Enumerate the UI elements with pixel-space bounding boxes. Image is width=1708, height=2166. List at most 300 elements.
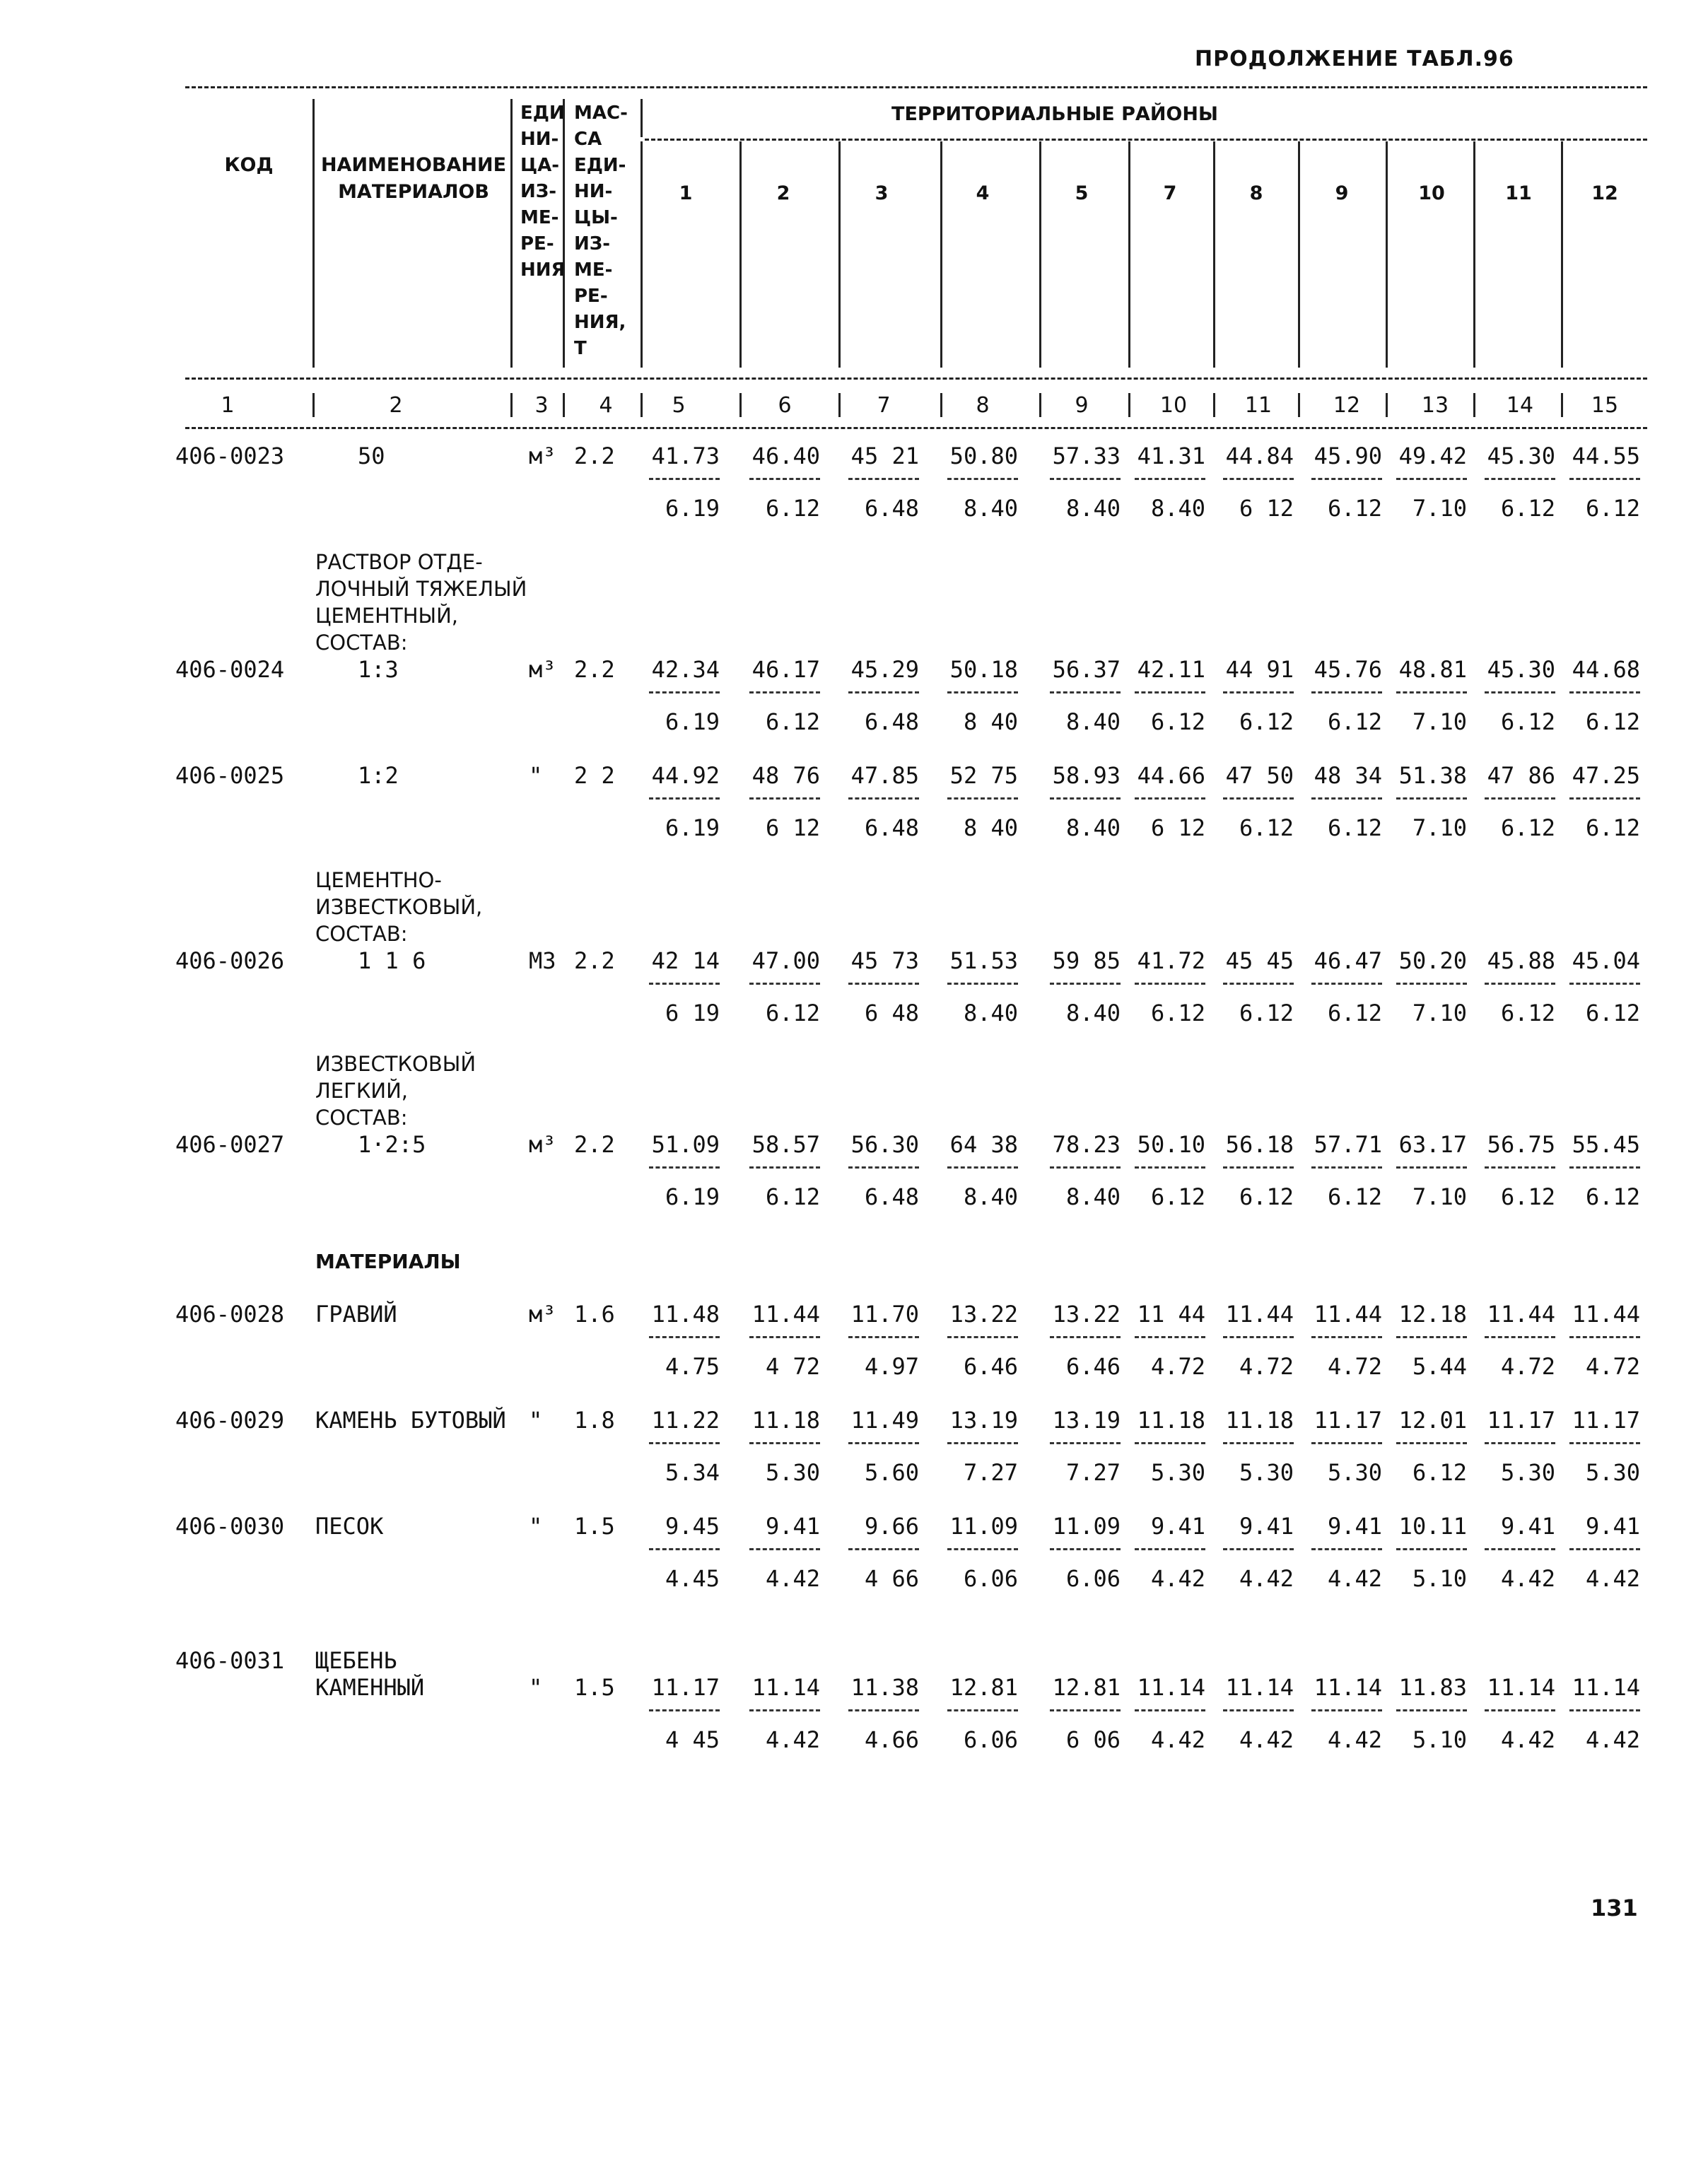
fraction-line	[1311, 797, 1382, 800]
price-transport: 6.48	[864, 708, 919, 735]
fraction-line	[1396, 691, 1467, 693]
price-total: 49.42	[1398, 443, 1467, 469]
rule-top	[185, 86, 1647, 88]
header-district-10: 10	[1418, 182, 1445, 204]
price-transport: 6.12	[1150, 708, 1205, 735]
column-number: 10	[1159, 393, 1188, 418]
fraction-line	[1485, 1442, 1555, 1444]
price-total: 50.10	[1137, 1131, 1205, 1158]
fraction-line	[1050, 1709, 1121, 1711]
fraction-line	[848, 1336, 919, 1338]
material-mass: 2.2	[574, 656, 615, 683]
price-transport: 7.10	[1412, 495, 1467, 522]
fraction-line	[848, 797, 919, 800]
price-transport: 8.40	[963, 495, 1018, 522]
header-name-line1: НАИМЕНОВАНИЕ	[320, 154, 507, 176]
header-divider	[1213, 141, 1215, 368]
material-mass: 2 2	[574, 762, 615, 789]
column-number: 13	[1421, 393, 1449, 418]
price-total: 45.90	[1314, 443, 1382, 469]
fraction-line	[1135, 478, 1205, 480]
price-total: 47.00	[751, 947, 820, 974]
column-number: 2	[389, 393, 403, 418]
fraction-line	[848, 1442, 919, 1444]
fraction-line	[848, 1548, 919, 1550]
fraction-line	[1135, 1442, 1205, 1444]
price-transport: 4 45	[665, 1726, 720, 1753]
material-code: 406-0024	[175, 656, 285, 683]
price-total: 56.18	[1225, 1131, 1294, 1158]
price-total: 12.81	[949, 1674, 1018, 1701]
price-total: 11.44	[1314, 1301, 1382, 1328]
material-unit: "	[529, 762, 543, 789]
fraction-line	[1311, 1709, 1382, 1711]
price-total: 45.30	[1487, 656, 1555, 683]
fraction-line	[1311, 1166, 1382, 1169]
price-total: 46.40	[751, 443, 820, 469]
header-mass-line: ЦЫ-	[574, 207, 618, 228]
header-mass-line: ИЗ-	[574, 233, 611, 254]
fraction-line	[1569, 691, 1640, 693]
material-name: ГРАВИЙ	[315, 1301, 397, 1328]
material-mass: 1.5	[574, 1513, 615, 1540]
price-total: 45.29	[850, 656, 919, 683]
material-name: ПЕСОК	[315, 1513, 384, 1540]
fraction-line	[1050, 478, 1121, 480]
material-mass: 1.6	[574, 1301, 615, 1328]
price-total: 47.25	[1572, 762, 1640, 789]
price-total: 42.11	[1137, 656, 1205, 683]
price-transport: 7.10	[1412, 1000, 1467, 1026]
price-transport: 4.42	[1500, 1726, 1555, 1753]
price-transport: 6.48	[864, 1183, 919, 1210]
fraction-line	[848, 983, 919, 985]
header-divider	[640, 99, 643, 137]
fraction-line	[1396, 1709, 1467, 1711]
fraction-line	[1485, 1336, 1555, 1338]
fraction-line	[1311, 1336, 1382, 1338]
material-unit: м³	[529, 656, 556, 683]
fraction-line	[1396, 1548, 1467, 1550]
price-transport: 5.30	[1585, 1459, 1640, 1486]
colnum-divider	[1473, 393, 1475, 417]
material-unit: м³	[529, 1131, 556, 1158]
header-unit	[520, 100, 566, 283]
header-unit-line: НИЯ	[520, 259, 566, 281]
colnum-divider	[1128, 393, 1130, 417]
header-district-12: 12	[1591, 182, 1618, 204]
fraction-line	[1396, 478, 1467, 480]
group-heading-line: СОСТАВ:	[315, 631, 408, 655]
fraction-line	[1569, 797, 1640, 800]
fraction-line	[1569, 478, 1640, 480]
header-unit-line: МЕ-	[520, 207, 559, 228]
price-total: 44.84	[1225, 443, 1294, 469]
price-total: 11.44	[1225, 1301, 1294, 1328]
fraction-line	[947, 797, 1018, 800]
fraction-line	[947, 478, 1018, 480]
price-transport: 6.06	[1065, 1565, 1121, 1592]
price-transport: 7.10	[1412, 1183, 1467, 1210]
header-mass-line: МЕ-	[574, 259, 613, 281]
fraction-line	[1311, 691, 1382, 693]
price-total: 56.75	[1487, 1131, 1555, 1158]
column-number: 8	[976, 393, 990, 418]
fraction-line	[848, 691, 919, 693]
fraction-line	[947, 691, 1018, 693]
fraction-line	[947, 1442, 1018, 1444]
price-total: 41.73	[651, 443, 720, 469]
header-district-9: 9	[1335, 182, 1349, 204]
fraction-line	[1223, 797, 1294, 800]
price-transport: 6.12	[1150, 1000, 1205, 1026]
price-transport: 4 66	[864, 1565, 919, 1592]
rule-districts	[645, 139, 1647, 141]
price-total: 48 76	[751, 762, 820, 789]
fraction-line	[1050, 983, 1121, 985]
price-transport: 6 19	[665, 1000, 720, 1026]
material-mass: 2.2	[574, 1131, 615, 1158]
price-transport: 6.12	[1150, 1183, 1205, 1210]
price-transport: 7.10	[1412, 708, 1467, 735]
fraction-line	[649, 1336, 720, 1338]
material-mass: 2.2	[574, 947, 615, 974]
price-total: 78.23	[1052, 1131, 1121, 1158]
price-total: 47.85	[850, 762, 919, 789]
header-district-11: 11	[1505, 182, 1532, 204]
price-total: 11.09	[1052, 1513, 1121, 1540]
price-total: 47 50	[1225, 762, 1294, 789]
fraction-line	[1569, 983, 1640, 985]
price-total: 9.66	[864, 1513, 919, 1540]
price-total: 11.17	[1314, 1407, 1382, 1434]
header-name-line2: МАТЕРИАЛОВ	[338, 181, 489, 203]
price-total: 9.41	[1500, 1513, 1555, 1540]
price-transport: 8.40	[1065, 708, 1121, 735]
header-divider	[1298, 141, 1300, 368]
header-unit-line: НИ-	[520, 129, 559, 150]
price-transport: 4 72	[765, 1353, 820, 1380]
price-total: 11.18	[751, 1407, 820, 1434]
fraction-line	[749, 983, 820, 985]
price-total: 51.38	[1398, 762, 1467, 789]
price-transport: 5.60	[864, 1459, 919, 1486]
price-transport: 8.40	[1065, 495, 1121, 522]
colnum-divider	[838, 393, 841, 417]
price-total: 56.37	[1052, 656, 1121, 683]
header-divider	[1039, 141, 1041, 368]
fraction-line	[1223, 478, 1294, 480]
material-unit: "	[529, 1407, 543, 1434]
price-transport: 6.12	[1500, 1183, 1555, 1210]
material-mass: 1.8	[574, 1407, 615, 1434]
price-total: 11.14	[1137, 1674, 1205, 1701]
price-total: 11.14	[751, 1674, 820, 1701]
fraction-line	[947, 1166, 1018, 1169]
price-transport: 4.72	[1500, 1353, 1555, 1380]
fraction-line	[649, 1442, 720, 1444]
price-transport: 4.72	[1150, 1353, 1205, 1380]
group-heading-line: ЛОЧНЫЙ ТЯЖЕЛЫЙ	[315, 577, 527, 601]
price-transport: 6.12	[1500, 708, 1555, 735]
header-district-2: 2	[776, 182, 790, 204]
fraction-line	[649, 1166, 720, 1169]
fraction-line	[1396, 1336, 1467, 1338]
fraction-line	[1396, 1442, 1467, 1444]
price-transport: 8.40	[963, 1000, 1018, 1026]
price-transport: 6.12	[1327, 708, 1382, 735]
header-unit-line: РЕ-	[520, 233, 554, 254]
price-total: 46.47	[1314, 947, 1382, 974]
price-transport: 5.30	[1150, 1459, 1205, 1486]
price-transport: 4.42	[1239, 1726, 1294, 1753]
material-name: 1:3	[358, 656, 399, 683]
price-total: 58.57	[751, 1131, 820, 1158]
price-total: 50.80	[949, 443, 1018, 469]
price-total: 13.22	[1052, 1301, 1121, 1328]
material-code: 406-0030	[175, 1513, 285, 1540]
fraction-line	[1311, 983, 1382, 985]
fraction-line	[848, 478, 919, 480]
colnum-divider	[1386, 393, 1388, 417]
price-transport: 7.27	[963, 1459, 1018, 1486]
price-total: 11.70	[850, 1301, 919, 1328]
fraction-line	[749, 1336, 820, 1338]
page-number: 131	[1591, 1895, 1638, 1921]
fraction-line	[1223, 1709, 1294, 1711]
price-total: 48.81	[1398, 656, 1467, 683]
price-total: 12.81	[1052, 1674, 1121, 1701]
price-transport: 6.12	[1585, 708, 1640, 735]
price-total: 55.45	[1572, 1131, 1640, 1158]
price-transport: 6.12	[1412, 1459, 1467, 1486]
fraction-line	[1485, 691, 1555, 693]
price-total: 41.31	[1137, 443, 1205, 469]
price-transport: 6.12	[1327, 1000, 1382, 1026]
header-district-1: 1	[679, 182, 693, 204]
price-total: 44.66	[1137, 762, 1205, 789]
header-district-3: 3	[875, 182, 889, 204]
colnum-divider	[739, 393, 742, 417]
price-transport: 6.12	[1239, 1000, 1294, 1026]
price-transport: 6.12	[1585, 495, 1640, 522]
header-code: КОД	[224, 154, 274, 176]
fraction-line	[1135, 1548, 1205, 1550]
rule-colnums-bottom	[185, 427, 1647, 429]
group-heading-line: ИЗВЕСТКОВЫЙ	[315, 1052, 476, 1076]
price-transport: 4.75	[665, 1353, 720, 1380]
fraction-line	[749, 1548, 820, 1550]
price-transport: 4.42	[1327, 1565, 1382, 1592]
colnum-divider	[312, 393, 315, 417]
fraction-line	[1050, 1548, 1121, 1550]
fraction-line	[947, 983, 1018, 985]
material-name: 1·2:5	[358, 1131, 426, 1158]
price-transport: 8.40	[1065, 1183, 1121, 1210]
price-total: 9.41	[1239, 1513, 1294, 1540]
material-code: 406-0025	[175, 762, 285, 789]
price-total: 57.33	[1052, 443, 1121, 469]
price-transport: 6.48	[864, 814, 919, 841]
fraction-line	[947, 1336, 1018, 1338]
price-transport: 6.06	[963, 1726, 1018, 1753]
price-transport: 6.12	[1500, 814, 1555, 841]
header-mass	[574, 100, 628, 362]
price-transport: 8 40	[963, 708, 1018, 735]
material-unit: м³	[529, 443, 556, 469]
price-transport: 4.42	[1239, 1565, 1294, 1592]
price-total: 11.44	[1572, 1301, 1640, 1328]
column-number: 15	[1591, 393, 1619, 418]
header-mass-line: СА	[574, 129, 602, 150]
fraction-line	[1569, 1166, 1640, 1169]
header-unit-line: ИЗ-	[520, 181, 557, 202]
price-total: 51.09	[651, 1131, 720, 1158]
fraction-line	[1050, 1442, 1121, 1444]
price-transport: 4.66	[864, 1726, 919, 1753]
price-total: 11.22	[651, 1407, 720, 1434]
header-mass-line: РЕ-	[574, 286, 608, 307]
price-total: 13.19	[949, 1407, 1018, 1434]
material-code: 406-0026	[175, 947, 285, 974]
price-total: 12.01	[1398, 1407, 1467, 1434]
price-total: 11.44	[751, 1301, 820, 1328]
fraction-line	[1050, 1166, 1121, 1169]
header-unit-line: ЦА-	[520, 155, 560, 176]
group-heading-line: РАСТВОР ОТДЕ-	[315, 550, 483, 574]
fraction-line	[649, 1709, 720, 1711]
price-total: 46.17	[751, 656, 820, 683]
colnum-divider	[563, 393, 565, 417]
group-heading-line: ЛЕГКИЙ,	[315, 1079, 409, 1103]
fraction-line	[848, 1166, 919, 1169]
fraction-line	[649, 478, 720, 480]
colnum-divider	[940, 393, 942, 417]
price-total: 45.04	[1572, 947, 1640, 974]
price-transport: 6.19	[665, 1183, 720, 1210]
price-transport: 6.46	[963, 1353, 1018, 1380]
material-unit: "	[529, 1513, 543, 1540]
material-unit: М3	[529, 947, 556, 974]
material-code: 406-0029	[175, 1407, 285, 1434]
header-mass-line: Т	[574, 338, 587, 359]
fraction-line	[649, 983, 720, 985]
fraction-line	[1485, 1548, 1555, 1550]
price-transport: 6.06	[963, 1565, 1018, 1592]
price-total: 9.41	[1327, 1513, 1382, 1540]
header-district-5: 5	[1075, 182, 1089, 204]
price-transport: 4.42	[1150, 1726, 1205, 1753]
material-code: 406-0023	[175, 443, 285, 469]
price-transport: 6.48	[864, 495, 919, 522]
material-name-line2: КАМЕННЫЙ	[315, 1674, 425, 1701]
price-transport: 6.12	[765, 495, 820, 522]
group-heading: МАТЕРИАЛЫ	[315, 1250, 461, 1273]
price-total: 11 44	[1137, 1301, 1205, 1328]
price-total: 12.18	[1398, 1301, 1467, 1328]
column-number: 6	[778, 393, 792, 418]
group-heading-line: СОСТАВ:	[315, 1106, 408, 1130]
material-name: КАМЕНЬ БУТОВЫЙ	[315, 1407, 506, 1434]
price-transport: 6.12	[1327, 814, 1382, 841]
fraction-line	[1485, 797, 1555, 800]
colnum-divider	[510, 393, 513, 417]
price-transport: 6.12	[1239, 814, 1294, 841]
price-total: 10.11	[1398, 1513, 1467, 1540]
fraction-line	[1396, 983, 1467, 985]
header-districts-title: ТЕРРИТОРИАЛЬНЫЕ РАЙОНЫ	[891, 103, 1218, 125]
price-transport: 4.97	[864, 1353, 919, 1380]
fraction-line	[1050, 691, 1121, 693]
header-divider	[312, 99, 315, 368]
header-district-8: 8	[1249, 182, 1263, 204]
price-transport: 8 40	[963, 814, 1018, 841]
fraction-line	[1135, 691, 1205, 693]
price-transport: 7.27	[1065, 1459, 1121, 1486]
price-total: 44.92	[651, 762, 720, 789]
material-code: 406-0028	[175, 1301, 285, 1328]
price-total: 42 14	[651, 947, 720, 974]
price-total: 11.14	[1572, 1674, 1640, 1701]
fraction-line	[1135, 983, 1205, 985]
price-total: 50.18	[949, 656, 1018, 683]
fraction-line	[1223, 1548, 1294, 1550]
price-transport: 5.34	[665, 1459, 720, 1486]
fraction-line	[947, 1548, 1018, 1550]
price-total: 45.88	[1487, 947, 1555, 974]
price-total: 57.71	[1314, 1131, 1382, 1158]
colnum-divider	[1561, 393, 1563, 417]
price-transport: 5.10	[1412, 1565, 1467, 1592]
price-transport: 4.42	[1327, 1726, 1382, 1753]
price-transport: 6.12	[765, 708, 820, 735]
fraction-line	[649, 797, 720, 800]
fraction-line	[1050, 797, 1121, 800]
fraction-line	[749, 1442, 820, 1444]
price-transport: 8.40	[963, 1183, 1018, 1210]
colnum-divider	[1298, 393, 1300, 417]
fraction-line	[1223, 1336, 1294, 1338]
price-total: 13.22	[949, 1301, 1018, 1328]
price-transport: 6.19	[665, 814, 720, 841]
price-total: 44.68	[1572, 656, 1640, 683]
price-total: 11.17	[1487, 1407, 1555, 1434]
header-divider	[640, 141, 643, 368]
fraction-line	[749, 1166, 820, 1169]
fraction-line	[1485, 1709, 1555, 1711]
price-total: 11.09	[949, 1513, 1018, 1540]
fraction-line	[1485, 478, 1555, 480]
fraction-line	[649, 1548, 720, 1550]
price-total: 11.17	[651, 1674, 720, 1701]
header-mass-line: ЕДИ-	[574, 155, 626, 176]
price-total: 59 85	[1052, 947, 1121, 974]
header-unit-line: ЕДИ	[520, 103, 565, 124]
price-total: 9.41	[765, 1513, 820, 1540]
material-name: 50	[358, 443, 385, 469]
colnum-divider	[1213, 393, 1215, 417]
fraction-line	[1223, 1166, 1294, 1169]
fraction-line	[1050, 1336, 1121, 1338]
price-transport: 4.42	[1585, 1726, 1640, 1753]
header-divider	[940, 141, 942, 368]
price-total: 11.83	[1398, 1674, 1467, 1701]
price-transport: 6.12	[1585, 1183, 1640, 1210]
column-number: 1	[221, 393, 235, 418]
price-transport: 5.30	[1239, 1459, 1294, 1486]
price-total: 64 38	[949, 1131, 1018, 1158]
price-total: 11.18	[1225, 1407, 1294, 1434]
